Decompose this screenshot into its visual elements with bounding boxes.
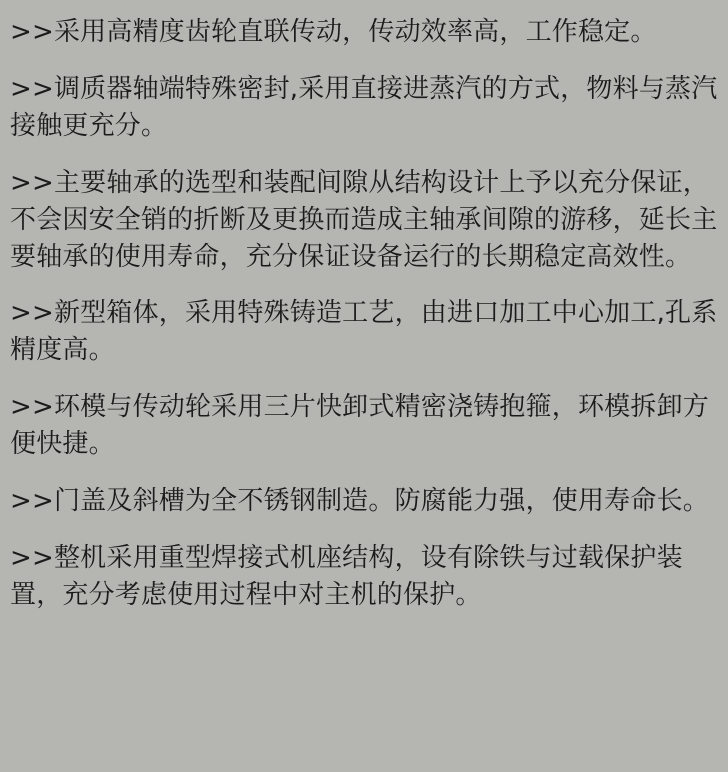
feature-paragraph: >>调质器轴端特殊密封,采用直接进蒸汽的方式，物料与蒸汽接触更充分。 xyxy=(10,73,718,141)
feature-paragraph: >>采用高精度齿轮直联传动，传动效率高，工作稳定。 xyxy=(10,17,657,47)
feature-paragraph: >>新型箱体，采用特殊铸造工艺，由进口加工中心加工,孔系精度高。 xyxy=(10,298,718,366)
feature-paragraph: >>主要轴承的选型和装配间隙从结构设计上予以充分保证，不会因安全销的折断及更换而造成主轴承间隙的游移，延长主要轴承的使用寿命，充分保证设备运行的长期稳定高效性。 xyxy=(10,167,718,272)
feature-paragraph: >>环模与传动轮采用三片快卸式精密浇铸抱箍，环模拆卸方便快捷。 xyxy=(10,392,709,460)
feature-paragraph: >>整机采用重型焊接式机座结构，设有除铁与过载保护装置，充分考虑使用过程中对主机的保护。 xyxy=(10,542,683,610)
feature-paragraph: >>门盖及斜槽为全不锈钢制造。防腐能力强，使用寿命长。 xyxy=(10,486,709,517)
